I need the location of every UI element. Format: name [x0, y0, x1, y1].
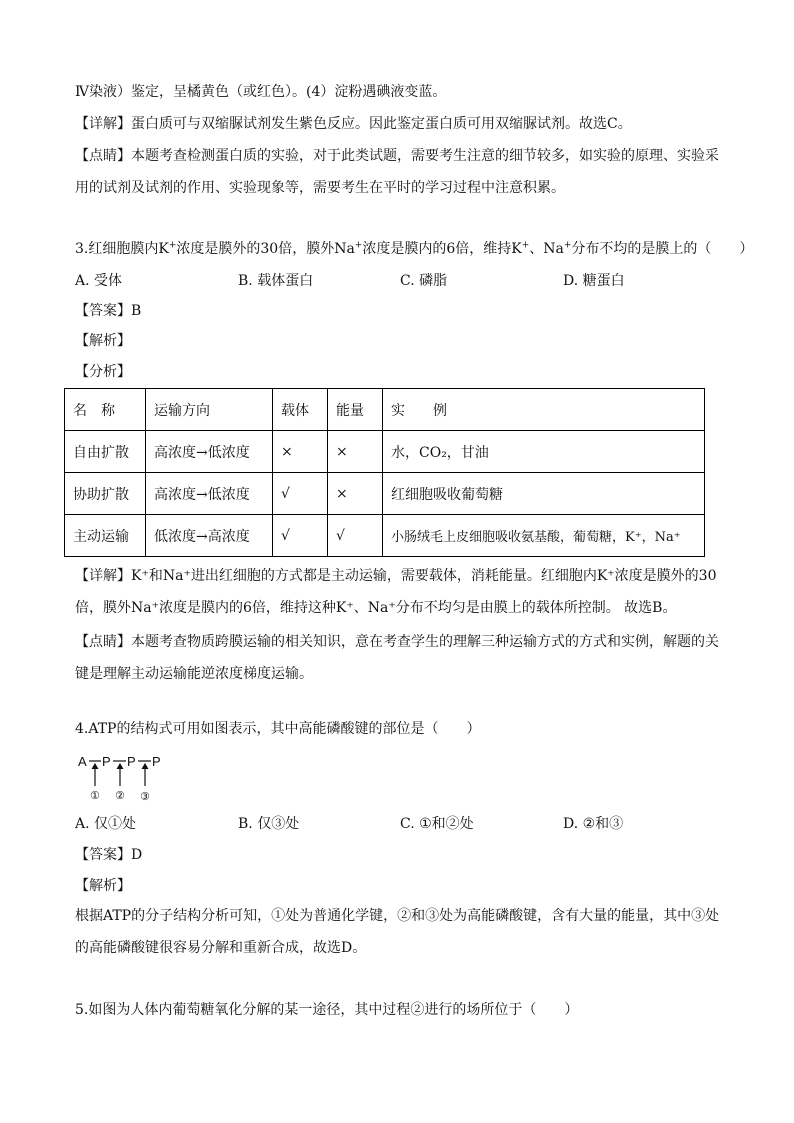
option-a: A. 受体	[75, 273, 123, 289]
table-cell: 红细胞吸收葡萄糖	[383, 473, 705, 515]
option-b: B. 仅③处	[238, 816, 300, 832]
text-line: Ⅳ染液）鉴定，呈橘黄色（或红色）。(4）淀粉遇碘液变蓝。	[75, 84, 447, 100]
analysis-heading: 【解析】	[75, 333, 131, 349]
table-cell: ×	[273, 431, 328, 473]
table-cell: 高浓度→低浓度	[146, 473, 273, 515]
phosphate-label: P	[152, 754, 161, 769]
answer-line: 【答案】D	[75, 847, 143, 863]
point-paragraph: 【点睛】本题考查物质跨膜运输的相关知识，意在考查学生的理解三种运输方式的方式和实例，解题的关键是理解主动运输能逆浓度梯度运输。	[75, 634, 719, 682]
bond-number: ②	[115, 789, 125, 802]
table-row	[65, 431, 705, 473]
analysis-paragraph: 根据ATP的分子结构分析可知，①处为普通化学键，②和③处为高能磷酸键，含有大量的能量，其中③处的高能磷酸键很容易分解和重新合成，故选D。	[75, 908, 720, 956]
arrow-head-icon	[92, 763, 99, 769]
question-3-stem: 3.红细胞膜内K+浓度是膜外的30倍，膜外Na+浓度是膜内的6倍，维持K+、Na+分布不均的是膜上的（ ）	[75, 240, 754, 257]
option-d: D. 糖蛋白	[563, 273, 625, 289]
option-a: A. 仅①处	[75, 816, 137, 832]
table-cell: 高浓度→低浓度	[146, 431, 273, 473]
table-cell: 协助扩散	[65, 473, 146, 515]
question-4-stem: 4.ATP的结构式可用如图表示，其中高能磷酸键的部位是（ ）	[75, 721, 481, 737]
table-cell: ×	[328, 473, 383, 515]
detail-paragraph: 【详解】蛋白质可与双缩脲试剂发生紫色反应。因此鉴定蛋白质可用双缩脲试剂。故选C。	[75, 116, 632, 132]
table-cell: 水，CO₂，甘油	[383, 431, 705, 473]
atp-structure-diagram	[78, 752, 198, 802]
phosphate-label: P	[127, 754, 136, 769]
option-c: C. 磷脂	[400, 273, 448, 289]
table-cell: ×	[328, 431, 383, 473]
table-cell: √	[328, 515, 383, 557]
answer-line: 【答案】B	[75, 303, 142, 319]
table-header-cell: 实 例	[383, 389, 705, 431]
bond-number: ③	[140, 790, 150, 802]
table-cell: 主动运输	[65, 515, 146, 557]
option-b: B. 载体蛋白	[238, 273, 314, 289]
analysis-heading: 【解析】	[75, 878, 131, 894]
table-cell: 自由扩散	[65, 431, 146, 473]
arrow-head-icon	[117, 763, 124, 769]
table-header-cell: 名 称	[65, 389, 146, 431]
table-cell: 低浓度→高浓度	[146, 515, 273, 557]
table-cell: √	[273, 515, 328, 557]
analysis-subheading: 【分析】	[75, 364, 131, 380]
question-5-stem: 5.如图为人体内葡萄糖氧化分解的某一途径，其中过程②进行的场所位于（ ）	[75, 1002, 579, 1018]
table-row	[65, 473, 705, 515]
transport-table	[64, 388, 705, 557]
table-header-cell: 能量	[328, 389, 383, 431]
phosphate-label: P	[102, 754, 111, 769]
detail-paragraph: 【详解】K⁺和Na⁺进出红细胞的方式都是主动运输，需要载体，消耗能量。红细胞内K⁺浓度是膜外的30倍，膜外Na⁺浓度是膜内的6倍，维持这种K⁺、Na⁺分布不均匀是由膜上的载体所控制。 故选B。	[75, 568, 717, 616]
bond-number: ①	[90, 789, 100, 802]
table-header-cell: 运输方向	[146, 389, 273, 431]
arrow-head-icon	[142, 763, 149, 769]
point-paragraph: 【点睛】本题考查检测蛋白质的实验，对于此类试题，需要考生注意的细节较多，如实验的原理、实验采用的试剂及试剂的作用、实验现象等，需要考生在平时的学习过程中注意积累。	[75, 148, 719, 196]
option-d: D. ②和③	[563, 816, 624, 832]
table-cell: 小肠绒毛上皮细胞吸收氨基酸，葡萄糖，K⁺，Na⁺	[383, 515, 705, 557]
option-c: C. ①和②处	[400, 816, 474, 832]
table-header-row	[65, 389, 705, 431]
table-cell: √	[273, 473, 328, 515]
adenosine-label: A	[78, 754, 87, 769]
table-header-cell: 载体	[273, 389, 328, 431]
table-row	[65, 515, 705, 557]
